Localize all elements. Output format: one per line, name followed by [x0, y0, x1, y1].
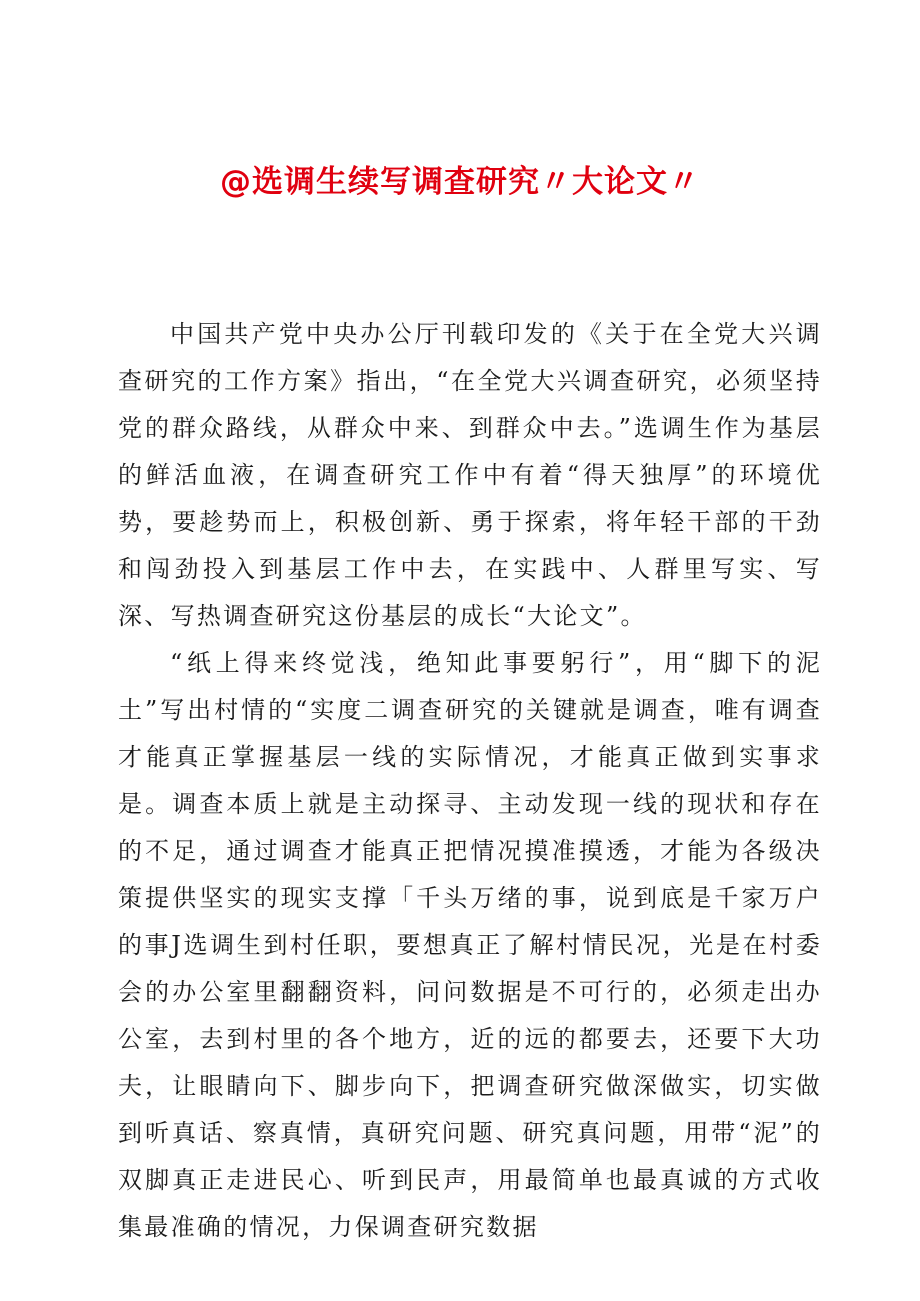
- document-title: @选调生续写调查研究〃大论文〃: [220, 164, 700, 200]
- paragraph-1: 中国共产党中央办公厅刊载印发的《关于在全党大兴调查研究的工作方案》指出，“在全党大兴调查研究，必须坚持党的群众路线，从群众中来、到群众中去。”选调生作为基层的鲜活血液，在调查研究工作中有着“得天独厚”的环境优势，要趁势而上，积极创新、勇于探索，将年轻干部的干劲和闯劲投入到基层工作中去，在实践中、人群里写实、写深、写热调查研究这份基层的成长“大论文”。: [118, 320, 822, 630]
- document-body: [118, 311, 822, 1251]
- paragraph-2: “纸上得来终觉浅，绝知此事要躬行”，用“脚下的泥土”写出村情的“实度二调查研究的关键就是调查，唯有调查才能真正掌握基层一线的实际情况，才能真正做到实事求是。调查本质上就是主动探寻、主动发现一线的现状和存在的不足，通过调查才能真正把情况摸准摸透，才能为各级决策提供坚实的现实支撑「千头万绪的事，说到底是千家万户的事J选调生到村任职，要想真正了解村情民况，光是在村委会的办公室里翻翻资料，问问数据是不可行的，必须走出办公室，去到村里的各个地方，近的远的都要去，还要下大功夫，让眼睛向下、脚步向下，把调查研究做深做实，切实做到听真话、察真情，真研究问题、研究真问题，用带“泥”的双脚真正走进民心、听到民声，用最简单也最真诚的方式收集最准确的情况，力保调查研究数据: [118, 649, 823, 1241]
